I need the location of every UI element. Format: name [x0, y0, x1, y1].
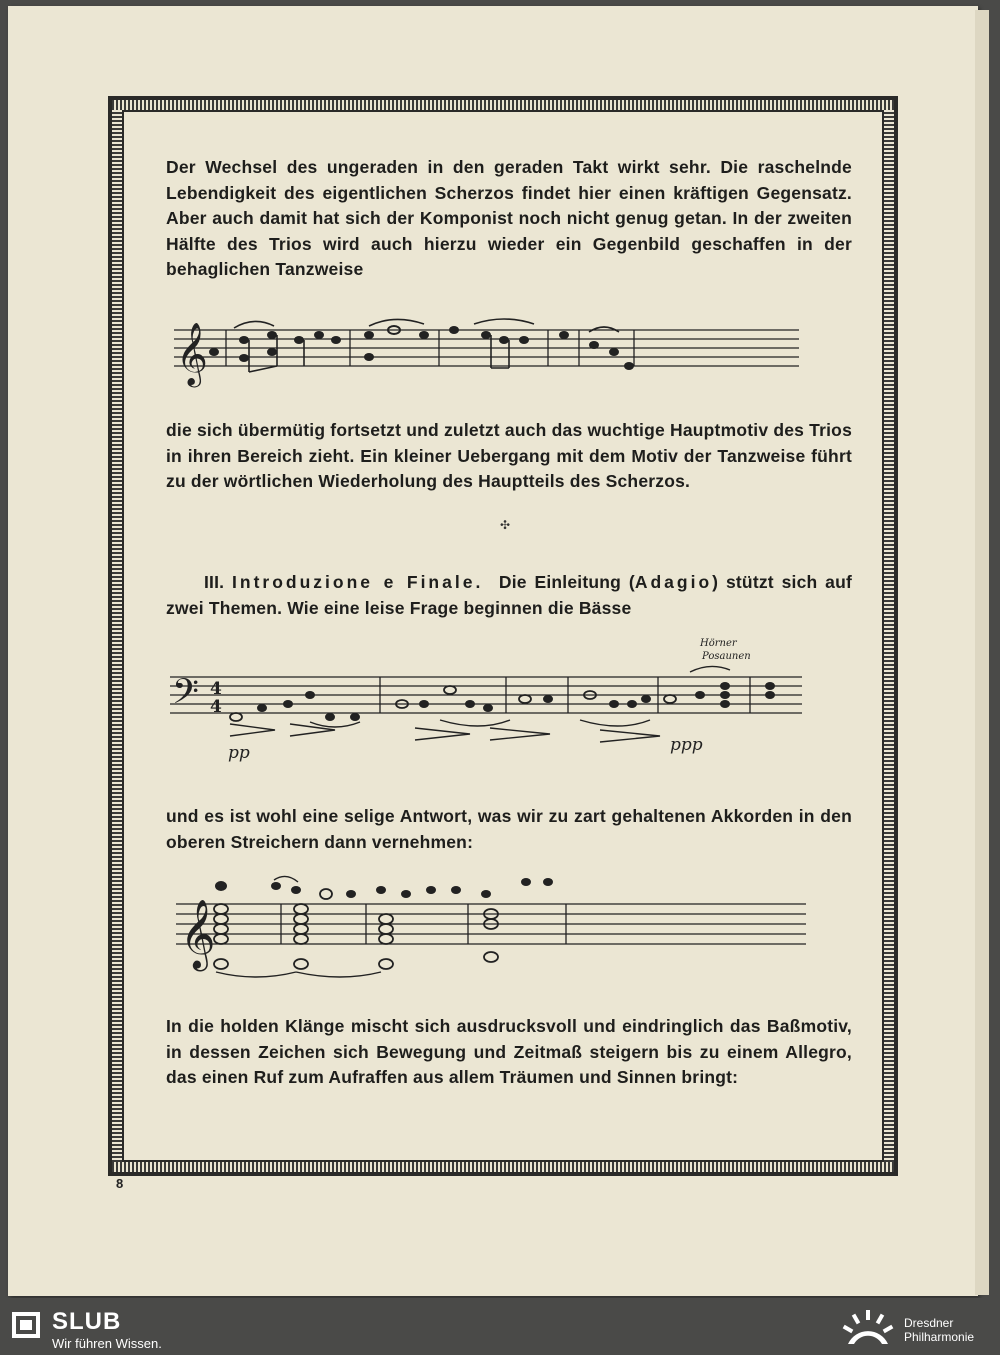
library-name[interactable]: SLUB: [52, 1308, 122, 1335]
section-text-b: ) stützt sich auf zwei Themen. Wie eine leise Frage beginnen die Bässe: [166, 572, 853, 618]
music-example-string-chords: [176, 872, 816, 982]
paragraph-2: die sich übermütig fortsetzt und zuletzt auch das wuchtige Hauptmotiv des Trios in ihren Bereich zieht. Ein kleiner Uebergang mit dem Motiv der Tanzweise führt zu der wörtlichen Wiederholung des Hauptteils des Scherzos.: [166, 420, 852, 491]
partner-name: [904, 1316, 974, 1344]
slub-logo-icon[interactable]: [12, 1312, 40, 1338]
philharmonie-logo-icon[interactable]: [842, 1304, 894, 1352]
frame-hatch-right: [884, 110, 894, 1162]
section-title: Introduzione e Finale.: [232, 572, 484, 592]
footer-bar: [0, 1298, 1000, 1355]
section-text-a: Die Einleitung (: [498, 572, 635, 592]
annotation-hoerner: Hörner: [700, 638, 737, 649]
dynamic-ppp: ppp: [670, 735, 703, 755]
dynamic-pp: pp: [228, 743, 250, 762]
section-iii-paragraph: [166, 570, 852, 621]
svg-text:𝄞: 𝄞: [176, 322, 208, 385]
frame-hatch-left: [112, 110, 122, 1162]
section-tempo: Adagio: [634, 572, 713, 592]
paragraph-4: In die holden Klänge mischt sich ausdrucksvoll und eindringlich das Baßmotiv, in dessen Zeichen sich Bewegung und Zeitmaß steigern bis zu einem Allegro, das einen Ruf zum Aufraffen aus allem Träumen und Sinnen bringt:: [166, 1016, 852, 1087]
page-edge: [975, 10, 989, 1295]
page-number: 8: [116, 1176, 124, 1191]
partner-line-1: Dresdner: [904, 1316, 954, 1330]
music-example-bass-theme: [170, 632, 810, 762]
time-signature-top: 4: [210, 679, 222, 699]
music-example-dance-tune: [174, 310, 804, 390]
library-tagline: Wir führen Wissen.: [52, 1336, 162, 1351]
section-number: III.: [204, 572, 225, 592]
frame-hatch-top: [112, 100, 894, 110]
paragraph-3: und es ist wohl eine selige Antwort, was wir zu zart gehaltenen Akkorden in den oberen Streichern dann vernehmen:: [166, 806, 852, 852]
svg-text:𝄢: 𝄢: [172, 671, 200, 720]
frame-hatch-bottom: [112, 1162, 894, 1172]
annotation-posaunen: Posaunen: [702, 651, 751, 662]
paragraph-1: Der Wechsel des ungeraden in den geraden Takt wirkt sehr. Die raschelnde Lebendigkeit des eigentlichen Scherzos findet hier einen kräftigen Gegensatz. Aber auch damit hat sich der Komponist noch nicht genug getan. In der zweiten Hälfte des Trios wird auch hierzu wieder ein Gegenbild geschaffen in der behaglichen Tanzweise: [166, 157, 852, 279]
partner-line-2: Philharmonie: [904, 1330, 975, 1344]
section-separator: ✣: [500, 518, 511, 532]
time-signature-bottom: 4: [210, 697, 222, 717]
svg-text:𝄞: 𝄞: [180, 899, 216, 969]
